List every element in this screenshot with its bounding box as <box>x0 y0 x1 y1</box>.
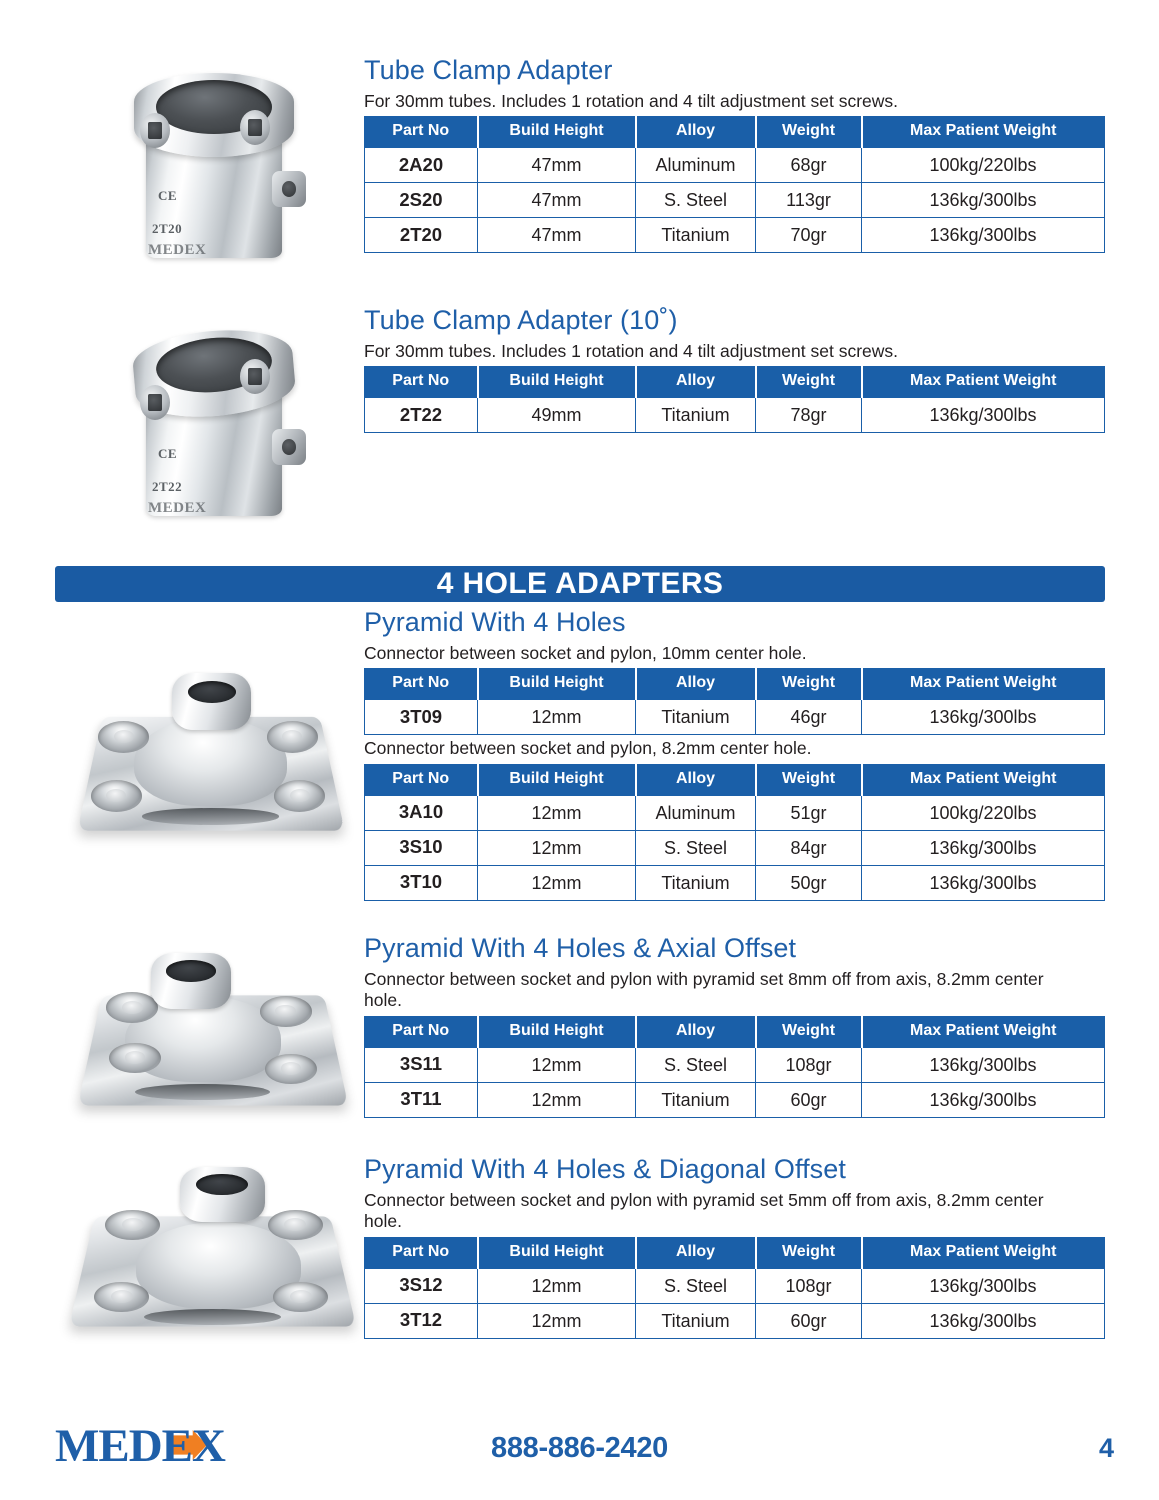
cell-max-patient-weight: 136kg/300lbs <box>862 1082 1105 1117</box>
table-row <box>365 218 1105 253</box>
tube-clamp-illustration <box>118 42 318 277</box>
spec-table-pyramid-diagonal-offset <box>364 1237 1105 1339</box>
column-header-build-height: Build Height <box>478 764 636 796</box>
table-row <box>365 183 1105 218</box>
cell-weight: 70gr <box>756 218 862 253</box>
cell-part-no: 3S10 <box>365 830 478 865</box>
column-header-max-patient-weight: Max Patient Weight <box>862 1237 1105 1269</box>
column-header-alloy: Alloy <box>636 764 756 796</box>
table-header-row <box>365 116 1105 148</box>
table-header-row <box>365 366 1105 398</box>
product-description: Connector between socket and pylon with pyramid set 8mm off from axis, 8.2mm center hole. <box>364 968 1044 1011</box>
cell-alloy: Aluminum <box>636 148 756 183</box>
pyramid-plate-illustration <box>83 662 338 847</box>
cell-max-patient-weight: 136kg/300lbs <box>862 1303 1105 1338</box>
cell-build-height: 12mm <box>478 1047 636 1082</box>
pyramid-plate-illustration <box>83 942 343 1122</box>
column-header-part-no: Part No <box>365 764 478 796</box>
column-header-part-no: Part No <box>365 668 478 700</box>
cell-part-no: 3S12 <box>365 1268 478 1303</box>
cell-build-height: 12mm <box>478 795 636 830</box>
table-row <box>365 700 1105 735</box>
ce-mark-label: CE <box>158 187 178 203</box>
cell-build-height: 49mm <box>478 398 636 433</box>
plate-mounting-hole <box>109 1043 161 1074</box>
cell-max-patient-weight: 100kg/220lbs <box>862 795 1105 830</box>
column-header-alloy: Alloy <box>636 116 756 148</box>
photo-part-number-label: 2T22 <box>152 478 183 494</box>
cell-max-patient-weight: 136kg/300lbs <box>862 398 1105 433</box>
product-title: Pyramid With 4 Holes & Axial Offset <box>364 933 797 963</box>
spec-table-pyramid-axial-offset <box>364 1016 1105 1118</box>
cell-build-height: 12mm <box>478 1268 636 1303</box>
column-header-max-patient-weight: Max Patient Weight <box>862 366 1105 398</box>
plate-center-hole <box>166 960 215 982</box>
cell-alloy: Titanium <box>636 1082 756 1117</box>
table-row <box>365 1268 1105 1303</box>
product-description: For 30mm tubes. Includes 1 rotation and 4 tilt adjustment set screws. <box>364 340 898 361</box>
cell-alloy: Titanium <box>636 398 756 433</box>
cell-build-height: 12mm <box>478 865 636 900</box>
pyramid-plate-illustration <box>75 1163 350 1343</box>
table-row <box>365 830 1105 865</box>
logo-text-part1: MED <box>55 1420 162 1472</box>
cell-weight: 108gr <box>756 1047 862 1082</box>
product-photo-pyramid-4-holes <box>83 662 338 847</box>
cell-build-height: 47mm <box>478 183 636 218</box>
column-header-max-patient-weight: Max Patient Weight <box>862 116 1105 148</box>
cell-part-no: 3T11 <box>365 1082 478 1117</box>
cell-weight: 60gr <box>756 1082 862 1117</box>
clamp-side-screw <box>272 429 306 464</box>
column-header-build-height: Build Height <box>478 1237 636 1269</box>
cell-weight: 50gr <box>756 865 862 900</box>
column-header-build-height: Build Height <box>478 668 636 700</box>
table-header-row <box>365 1016 1105 1048</box>
clamp-set-screw <box>140 113 170 148</box>
column-header-build-height: Build Height <box>478 116 636 148</box>
logo-text-part2: E <box>161 1420 193 1472</box>
tube-clamp-illustration <box>118 300 318 535</box>
cell-build-height: 12mm <box>478 1303 636 1338</box>
cell-part-no: 3T12 <box>365 1303 478 1338</box>
clamp-set-screw <box>240 359 270 394</box>
product-description: For 30mm tubes. Includes 1 rotation and 4 tilt adjustment set screws. <box>364 90 898 111</box>
cell-weight: 113gr <box>756 183 862 218</box>
cell-max-patient-weight: 136kg/300lbs <box>862 218 1105 253</box>
table-row <box>365 1082 1105 1117</box>
cell-part-no: 2S20 <box>365 183 478 218</box>
column-header-build-height: Build Height <box>478 1016 636 1048</box>
plate-mounting-hole <box>260 996 312 1027</box>
column-header-alloy: Alloy <box>636 1237 756 1269</box>
table-row <box>365 1047 1105 1082</box>
plate-mounting-hole <box>274 780 325 811</box>
plate-mounting-hole <box>265 1054 317 1085</box>
table-row <box>365 148 1105 183</box>
column-header-weight: Weight <box>756 1016 862 1048</box>
column-header-max-patient-weight: Max Patient Weight <box>862 764 1105 796</box>
column-header-part-no: Part No <box>365 366 478 398</box>
column-header-weight: Weight <box>756 1237 862 1269</box>
column-header-part-no: Part No <box>365 1237 478 1269</box>
plate-mounting-hole <box>106 992 158 1023</box>
plate-mounting-hole <box>267 721 318 752</box>
column-header-alloy: Alloy <box>636 366 756 398</box>
column-header-alloy: Alloy <box>636 1016 756 1048</box>
cell-alloy: Titanium <box>636 218 756 253</box>
table-row <box>365 795 1105 830</box>
product-photo-tube-clamp-adapter <box>118 42 318 277</box>
plate-front-slot <box>144 1309 282 1325</box>
plate-front-slot <box>142 808 280 825</box>
section-banner-4-hole-adapters <box>55 566 1105 602</box>
cell-weight: 60gr <box>756 1303 862 1338</box>
cell-build-height: 12mm <box>478 1082 636 1117</box>
product-section-tube-clamp-adapter <box>364 56 1104 253</box>
medex-logo-text <box>55 1420 225 1472</box>
cell-max-patient-weight: 136kg/300lbs <box>862 700 1105 735</box>
column-header-weight: Weight <box>756 366 862 398</box>
table-row <box>365 865 1105 900</box>
product-description: Connector between socket and pylon, 10mm center hole. <box>364 642 807 663</box>
product-section-tube-clamp-adapter-10deg <box>364 306 1104 433</box>
cell-build-height: 47mm <box>478 148 636 183</box>
cell-weight: 78gr <box>756 398 862 433</box>
product-title: Pyramid With 4 Holes & Diagonal Offset <box>364 1154 846 1184</box>
product-photo-pyramid-4-holes-diagonal-offset <box>75 1163 350 1343</box>
cell-part-no: 2T20 <box>365 218 478 253</box>
cell-alloy: S. Steel <box>636 183 756 218</box>
cell-weight: 108gr <box>756 1268 862 1303</box>
cell-alloy: S. Steel <box>636 1047 756 1082</box>
spec-table-tube-clamp-adapter-10deg <box>364 366 1105 433</box>
product-section-pyramid-4-holes-diagonal-offset <box>364 1155 1104 1339</box>
cell-weight: 68gr <box>756 148 862 183</box>
spec-table-pyramid-4-holes-10mm <box>364 668 1105 735</box>
spec-table-tube-clamp-adapter <box>364 116 1105 253</box>
table-row <box>365 1303 1105 1338</box>
cell-build-height: 47mm <box>478 218 636 253</box>
table-header-row <box>365 764 1105 796</box>
cell-max-patient-weight: 136kg/300lbs <box>862 183 1105 218</box>
cell-max-patient-weight: 136kg/300lbs <box>862 865 1105 900</box>
column-header-part-no: Part No <box>365 116 478 148</box>
cell-part-no: 2T22 <box>365 398 478 433</box>
ce-mark-label: CE <box>158 445 178 461</box>
column-header-weight: Weight <box>756 668 862 700</box>
cell-alloy: S. Steel <box>636 830 756 865</box>
medex-logo <box>55 1420 225 1472</box>
cell-weight: 84gr <box>756 830 862 865</box>
cell-alloy: Aluminum <box>636 795 756 830</box>
cell-part-no: 3T10 <box>365 865 478 900</box>
cell-alloy: S. Steel <box>636 1268 756 1303</box>
cell-part-no: 2A20 <box>365 148 478 183</box>
column-header-max-patient-weight: Max Patient Weight <box>862 1016 1105 1048</box>
product-title: Pyramid With 4 Holes <box>364 607 626 637</box>
clamp-set-screw <box>140 385 170 420</box>
product-title: Tube Clamp Adapter <box>364 55 613 85</box>
column-header-weight: Weight <box>756 764 862 796</box>
page-number: 4 <box>1098 1433 1114 1463</box>
cell-weight: 46gr <box>756 700 862 735</box>
table-header-row <box>365 1237 1105 1269</box>
product-description: Connector between socket and pylon with pyramid set 5mm off from axis, 8.2mm center hole. <box>364 1189 1044 1232</box>
photo-brand-label: MEDEX <box>148 499 207 516</box>
product-section-pyramid-4-holes-axial-offset <box>364 934 1104 1118</box>
cell-max-patient-weight: 100kg/220lbs <box>862 148 1105 183</box>
plate-mounting-hole <box>268 1210 323 1241</box>
column-header-alloy: Alloy <box>636 668 756 700</box>
plate-center-hole <box>188 681 236 703</box>
cell-build-height: 12mm <box>478 700 636 735</box>
cell-max-patient-weight: 136kg/300lbs <box>862 830 1105 865</box>
cell-alloy: Titanium <box>636 865 756 900</box>
cell-max-patient-weight: 136kg/300lbs <box>862 1047 1105 1082</box>
plate-mounting-hole <box>98 721 149 752</box>
plate-mounting-hole <box>91 780 142 811</box>
column-header-build-height: Build Height <box>478 366 636 398</box>
clamp-side-screw <box>272 171 306 206</box>
column-header-part-no: Part No <box>365 1016 478 1048</box>
cell-max-patient-weight: 136kg/300lbs <box>862 1268 1105 1303</box>
product-photo-pyramid-4-holes-axial-offset <box>83 942 343 1122</box>
cell-build-height: 12mm <box>478 830 636 865</box>
plate-dome <box>134 718 287 807</box>
table-row <box>365 398 1105 433</box>
product-description-secondary: Connector between socket and pylon, 8.2mm center hole. <box>364 738 812 759</box>
product-photo-tube-clamp-adapter-10deg <box>118 300 318 535</box>
product-title: Tube Clamp Adapter (10˚) <box>364 305 678 335</box>
photo-part-number-label: 2T20 <box>152 220 183 236</box>
cell-part-no: 3S11 <box>365 1047 478 1082</box>
cell-part-no: 3T09 <box>365 700 478 735</box>
table-header-row <box>365 668 1105 700</box>
photo-brand-label: MEDEX <box>148 241 207 258</box>
cell-weight: 51gr <box>756 795 862 830</box>
cell-alloy: Titanium <box>636 1303 756 1338</box>
cell-alloy: Titanium <box>636 700 756 735</box>
cell-part-no: 3A10 <box>365 795 478 830</box>
plate-mounting-hole <box>273 1282 328 1313</box>
product-section-pyramid-4-holes <box>364 608 1104 901</box>
logo-text-part3: X <box>192 1420 225 1472</box>
column-header-max-patient-weight: Max Patient Weight <box>862 668 1105 700</box>
footer-phone-number: 888-886-2420 <box>491 1432 668 1464</box>
spec-table-pyramid-4-holes-8-2mm <box>364 764 1105 901</box>
section-banner-label: 4 HOLE ADAPTERS <box>436 567 724 600</box>
column-header-weight: Weight <box>756 116 862 148</box>
